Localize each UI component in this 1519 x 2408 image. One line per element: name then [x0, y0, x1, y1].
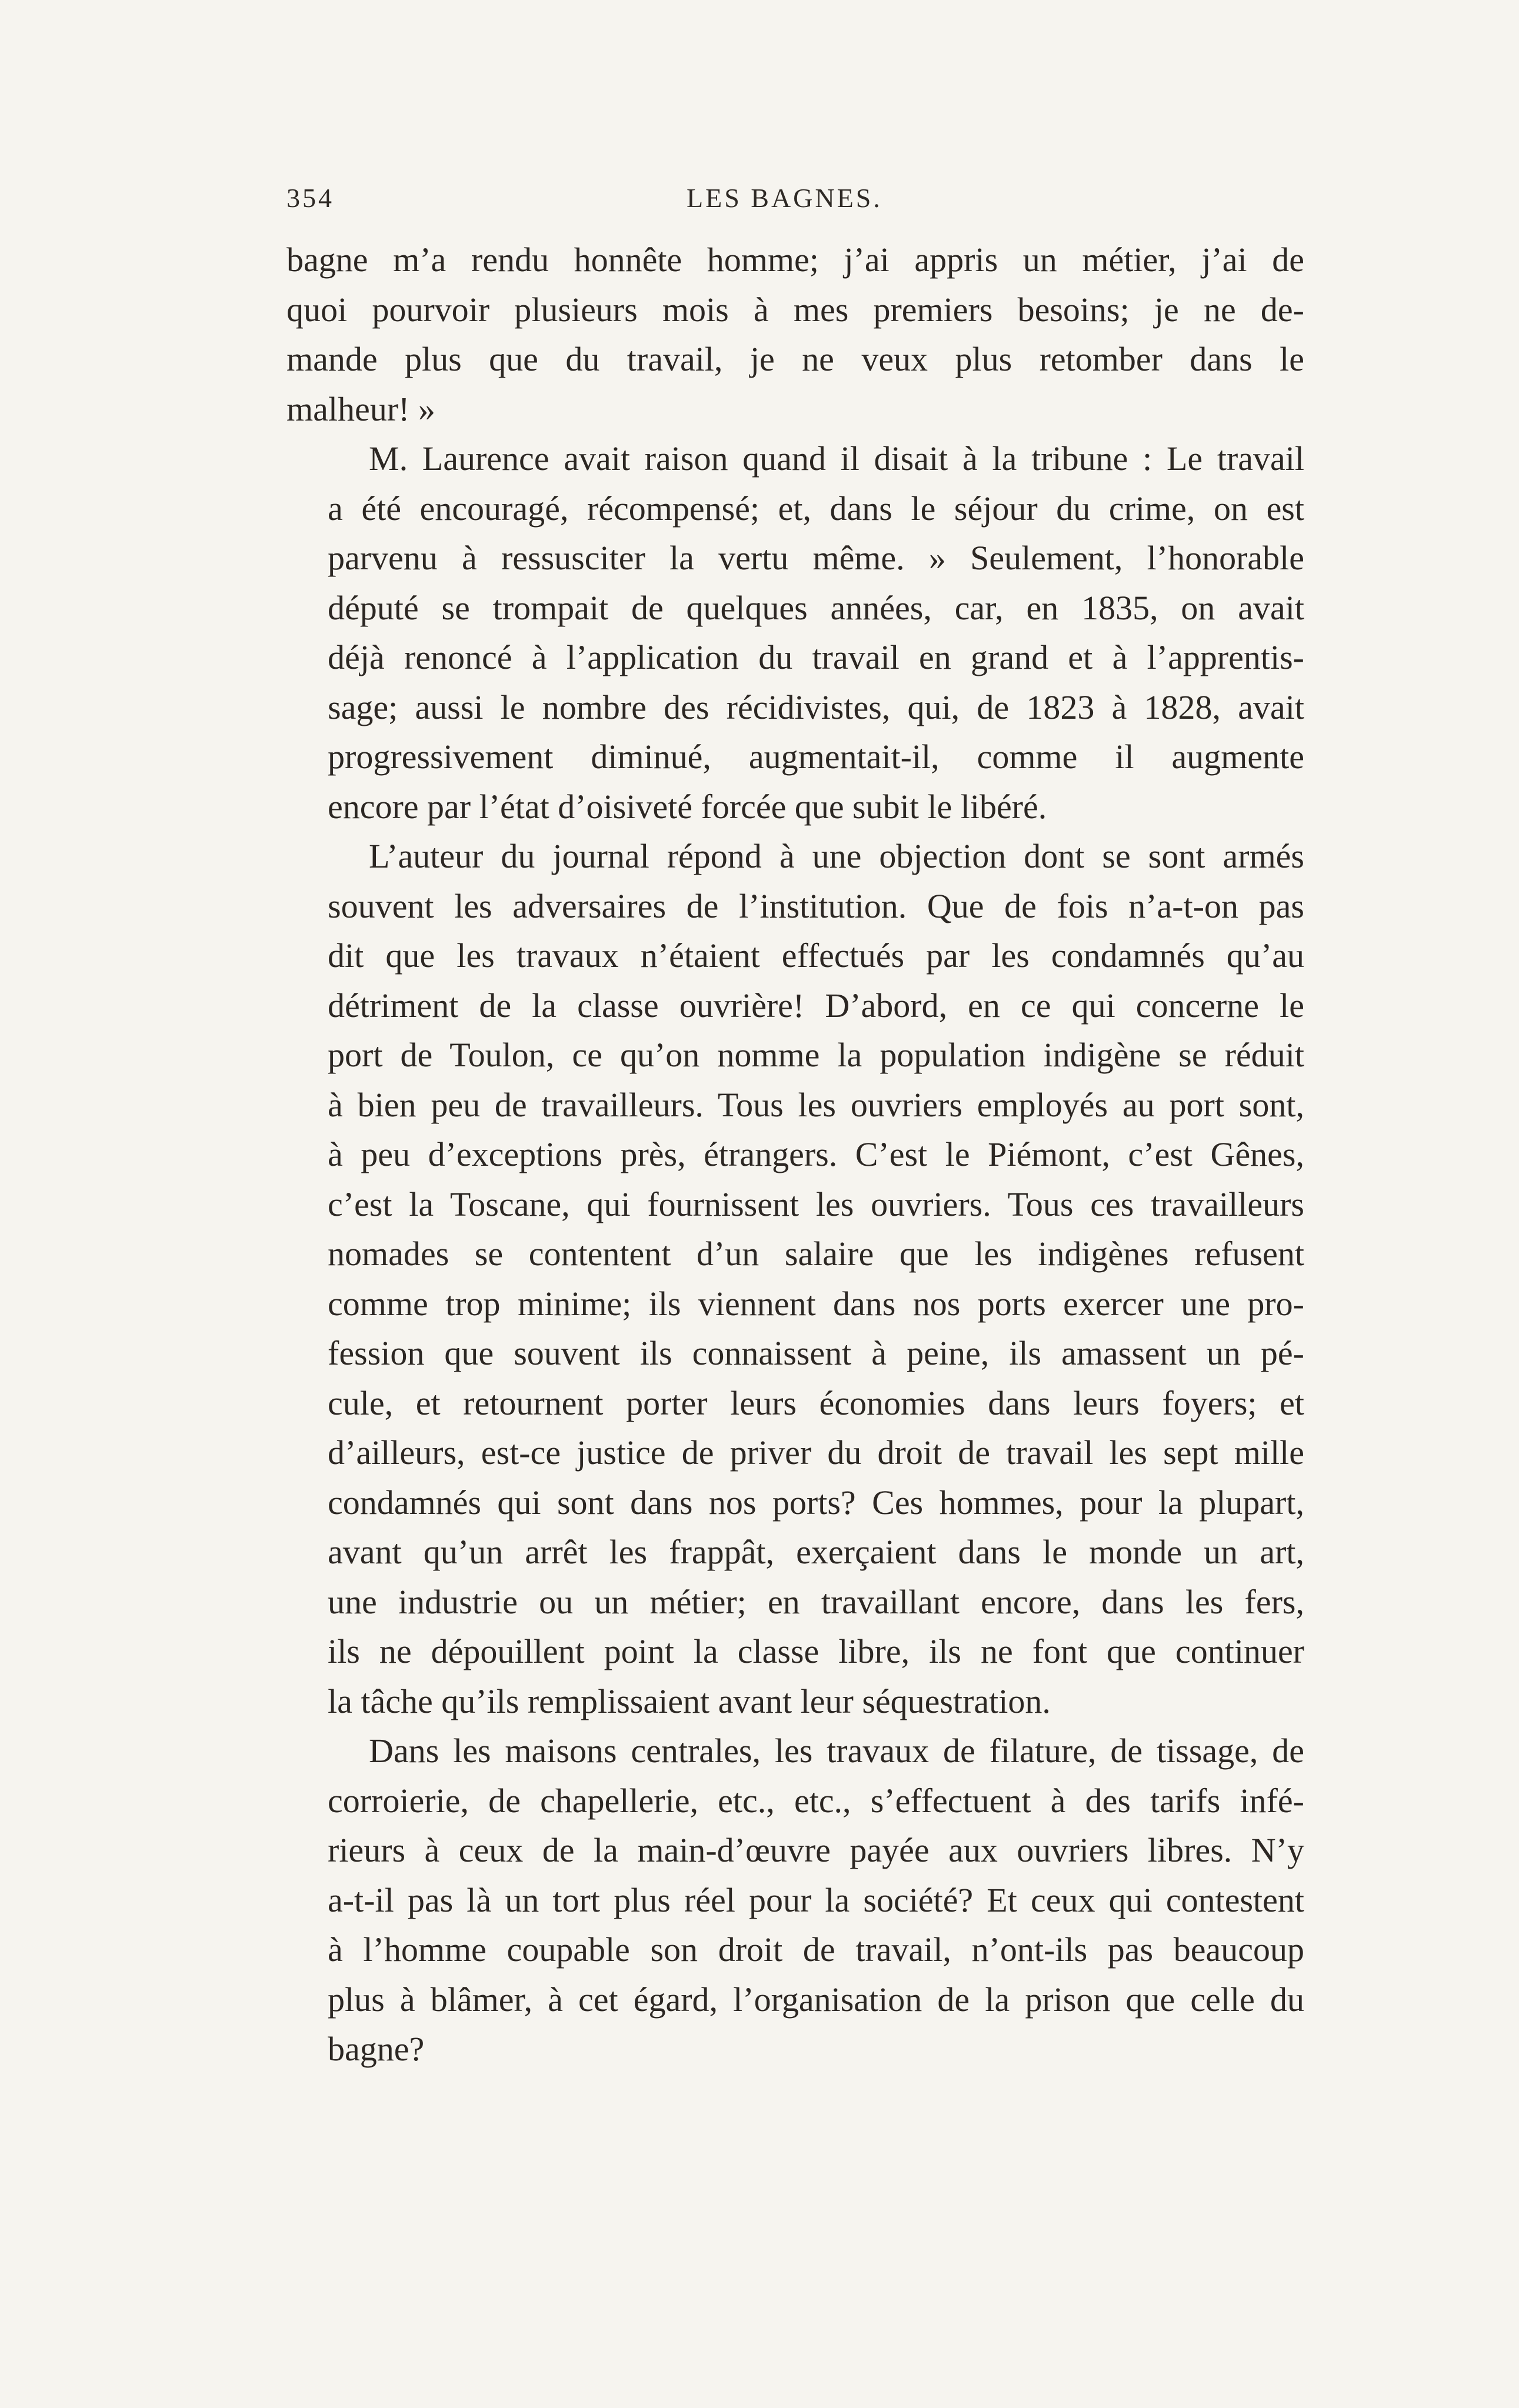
text-line: L’auteur du journal répond à une objection dont se sont armés	[369, 837, 1304, 875]
text-line: parvenu à ressusciter la vertu même. » Seulement, l’honorable	[328, 539, 1304, 577]
text-line: comme trop minime; ils viennent dans nos ports exercer une pro-	[328, 1284, 1304, 1323]
text-line: fession que souvent ils connaissent à peine, ils amassent un pé-	[328, 1334, 1304, 1372]
text-line: détriment de la classe ouvrière! D’abord, en ce qui concerne le	[328, 986, 1304, 1025]
text-line: a été encouragé, récompensé; et, dans le séjour du crime, on est	[328, 489, 1304, 528]
paragraph-4	[287, 1726, 1304, 2075]
body-text	[287, 235, 1304, 2075]
running-head: LES BAGNES.	[687, 183, 882, 213]
text-line: la tâche qu’ils remplissaient avant leur séquestration.	[328, 1682, 1051, 1720]
page-header	[287, 182, 1304, 218]
page-number: 354	[287, 183, 334, 213]
text-line: à peu d’exceptions près, étrangers. C’est le Piémont, c’est Gênes,	[328, 1135, 1304, 1173]
text-line: condamnés qui sont dans nos ports? Ces hommes, pour la plupart,	[328, 1483, 1304, 1522]
text-line: plus à blâmer, à cet égard, l’organisation de la prison que celle du	[328, 1980, 1304, 2019]
text-line: rieurs à ceux de la main-d’œuvre payée aux ouvriers libres. N’y	[328, 1831, 1304, 1869]
text-line: avant qu’un arrêt les frappât, exerçaient dans le monde un art,	[328, 1533, 1304, 1571]
text-line: port de Toulon, ce qu’on nomme la population indigène se réduit	[328, 1036, 1304, 1074]
text-line: encore par l’état d’oisiveté forcée que subit le libéré.	[328, 787, 1047, 826]
text-line: souvent les adversaires de l’institution. Que de fois n’a-t-on pas	[328, 886, 1304, 925]
paragraph-1	[287, 235, 1304, 434]
text-line: progressivement diminué, augmentait-il, comme il augmente	[328, 738, 1304, 776]
text-line: malheur! »	[287, 389, 435, 428]
text-line: mande plus que du travail, je ne veux plus retomber dans le	[287, 340, 1304, 378]
text-line: une industrie ou un métier; en travaillant encore, dans les fers,	[328, 1582, 1304, 1621]
text-line: député se trompait de quelques années, car, en 1835, on avait	[328, 588, 1304, 627]
text-line: M. Laurence avait raison quand il disait à la tribune : Le travail	[369, 439, 1304, 478]
text-line: déjà renoncé à l’application du travail en grand et à l’apprentis-	[328, 638, 1304, 676]
text-line: à bien peu de travailleurs. Tous les ouvriers employés au port sont,	[328, 1085, 1304, 1124]
text-line: bagne m’a rendu honnête homme; j’ai appris un métier, j’ai de	[287, 241, 1304, 279]
text-line: à l’homme coupable son droit de travail, n’ont-ils pas beaucoup	[328, 1930, 1304, 1969]
text-line: d’ailleurs, est-ce justice de priver du droit de travail les sept mille	[328, 1433, 1304, 1472]
text-line: Dans les maisons centrales, les travaux de filature, de tissage, de	[369, 1732, 1304, 1770]
text-line: dit que les travaux n’étaient effectués par les condamnés qu’au	[328, 936, 1304, 975]
text-line: a-t-il pas là un tort plus réel pour la société? Et ceux qui contestent	[328, 1880, 1304, 1919]
text-line: sage; aussi le nombre des récidivistes, qui, de 1823 à 1828, avait	[328, 688, 1304, 726]
paragraph-3	[287, 832, 1304, 1726]
text-line: quoi pourvoir plusieurs mois à mes premiers besoins; je ne de-	[287, 290, 1304, 329]
paragraph-2	[287, 434, 1304, 832]
text-line: ils ne dépouillent point la classe libre, ils ne font que continuer	[328, 1632, 1304, 1670]
text-line: nomades se contentent d’un salaire que les indigènes refusent	[328, 1235, 1304, 1273]
text-line: corroierie, de chapellerie, etc., etc., s’effectuent à des tarifs infé-	[328, 1781, 1304, 1820]
text-line: cule, et retournent porter leurs économies dans leurs foyers; et	[328, 1383, 1304, 1422]
text-line: bagne?	[328, 2030, 425, 2068]
text-line: c’est la Toscane, qui fournissent les ouvriers. Tous ces travailleurs	[328, 1185, 1304, 1223]
